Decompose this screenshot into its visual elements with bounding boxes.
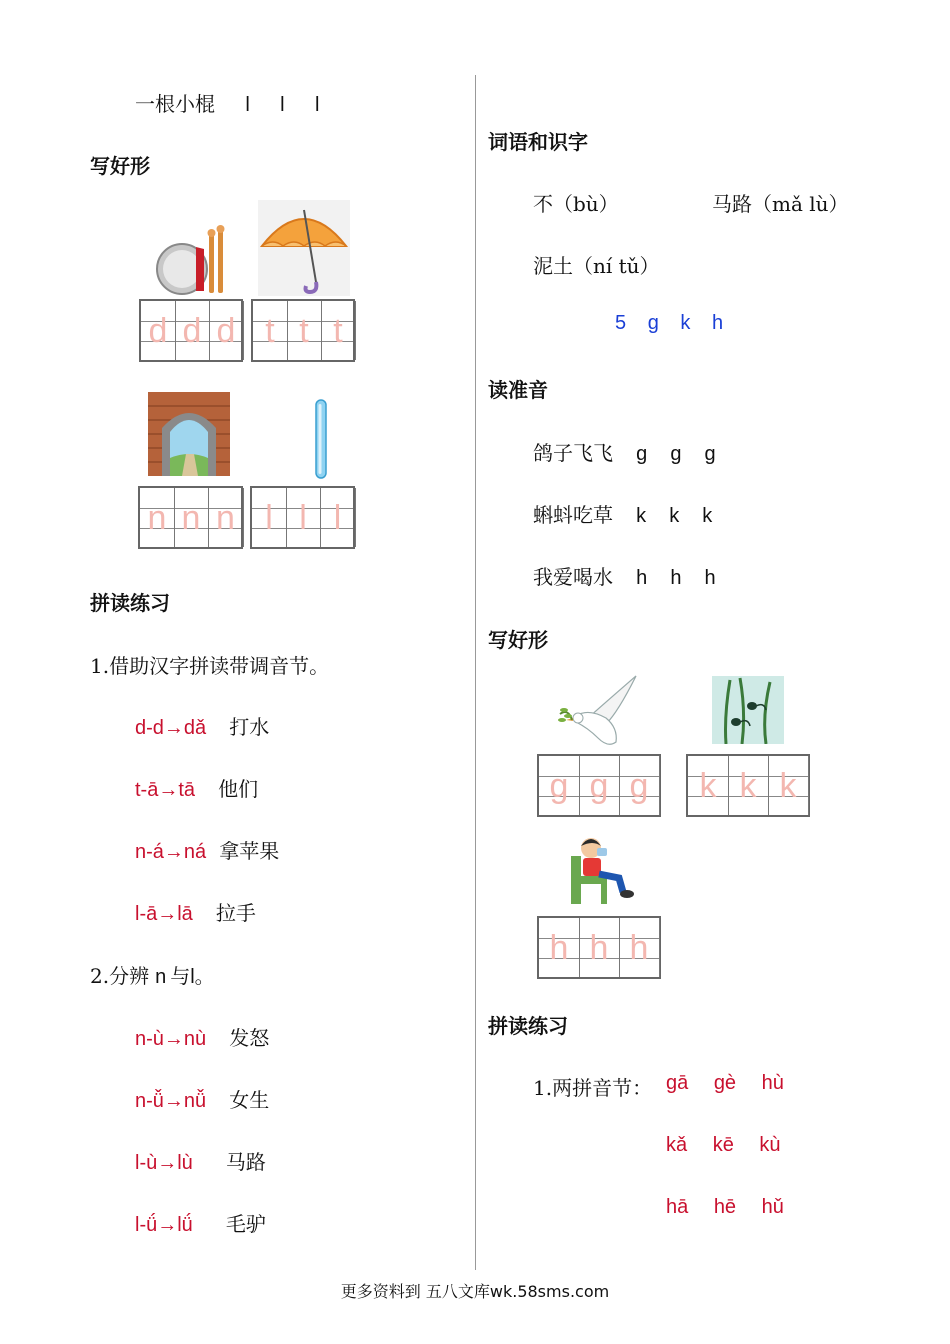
trace-letter: n <box>181 498 201 537</box>
trace-letter: h <box>549 928 569 967</box>
section-heading-practice: 拼读练习 <box>488 1014 568 1038</box>
letter: l <box>314 94 320 116</box>
writing-grid-n <box>138 486 243 549</box>
trace-letter: l <box>299 498 307 537</box>
question-1: 1.借助汉字拼读带调音节。 <box>90 654 330 678</box>
column-divider <box>475 75 476 1270</box>
trace-letter: t <box>299 311 309 350</box>
section-heading-read: 读准音 <box>488 378 548 402</box>
word-item: 马路（mǎ lù） <box>712 192 849 216</box>
letter: l <box>280 94 285 116</box>
section-heading-practice: 拼读练习 <box>90 591 170 615</box>
writing-grid-h <box>537 916 661 979</box>
trace-letter: d <box>216 311 236 350</box>
dove-picture <box>558 672 640 750</box>
trace-letter: l <box>265 498 273 537</box>
question-2: 2.分辨 n 与l。 <box>90 964 215 988</box>
trace-letter: h <box>589 928 609 967</box>
word-item: 不（bù） <box>533 192 619 216</box>
question-1-label: 1.两拼音节： <box>533 1076 653 1100</box>
section-heading-words: 词语和识字 <box>488 130 588 154</box>
section-heading-write: 写好形 <box>90 154 150 178</box>
spell-row: d-d→dǎ 打水 <box>135 715 270 739</box>
trace-letter: g <box>549 766 569 805</box>
spell-row: l-ā→lā 拉手 <box>135 901 256 925</box>
spell-row: l-ǘ→lǘ 毛驴 <box>135 1212 266 1236</box>
stick-line: 一根小棍 l l l <box>135 92 320 116</box>
trace-letter: k <box>779 766 797 805</box>
stick-picture <box>312 398 330 480</box>
trace-letter: g <box>589 766 609 805</box>
writing-grid-t <box>251 299 355 362</box>
trace-letter: k <box>739 766 757 805</box>
trace-letter: k <box>699 766 717 805</box>
trace-letter: g <box>629 766 649 805</box>
spell-row: t-ā→tā 他们 <box>135 777 259 801</box>
read-row: 蝌蚪吃草 k k k <box>533 503 713 527</box>
trace-letter: l <box>333 498 342 537</box>
drum-picture <box>152 225 232 297</box>
trace-letter: n <box>147 498 167 537</box>
syllable-row: kǎ kē kù <box>666 1134 781 1156</box>
blue-letters: 5 g k h <box>615 312 724 334</box>
trace-letter: d <box>148 311 168 350</box>
syllable-row: gā gè hù <box>666 1072 784 1094</box>
trace-letter: h <box>629 928 649 967</box>
spell-row: n-ù→nù 发怒 <box>135 1026 270 1050</box>
section-heading-write: 写好形 <box>488 628 548 652</box>
read-row: 我爱喝水 h h h <box>533 565 716 589</box>
trace-letter: t <box>265 311 275 350</box>
boy-on-chair-picture <box>563 834 635 906</box>
umbrella-picture <box>258 200 350 296</box>
footer-link[interactable]: 更多资料到 五八文库wk.58sms.com <box>340 1282 610 1301</box>
spell-row: n-á→ná 拿苹果 <box>135 839 280 863</box>
trace-letter: n <box>216 498 235 537</box>
writing-grid-l <box>250 486 355 549</box>
writing-grid-d <box>139 299 243 362</box>
letter: l <box>245 94 250 116</box>
writing-grid-g <box>537 754 661 817</box>
trace-letter: d <box>182 311 202 350</box>
syllable-row: hā hē hǔ <box>666 1196 784 1218</box>
spell-row: l-ù→lù 马路 <box>135 1150 266 1174</box>
writing-grid-k <box>686 754 810 817</box>
spell-row: n-ǚ→nǚ 女生 <box>135 1088 270 1112</box>
read-row: 鸽子飞飞 g g g <box>533 441 716 465</box>
word-item: 泥土（ní tǔ） <box>533 254 660 278</box>
trace-letter: t <box>333 311 343 350</box>
tadpoles-picture <box>712 676 784 744</box>
arched-door-picture <box>148 392 230 476</box>
